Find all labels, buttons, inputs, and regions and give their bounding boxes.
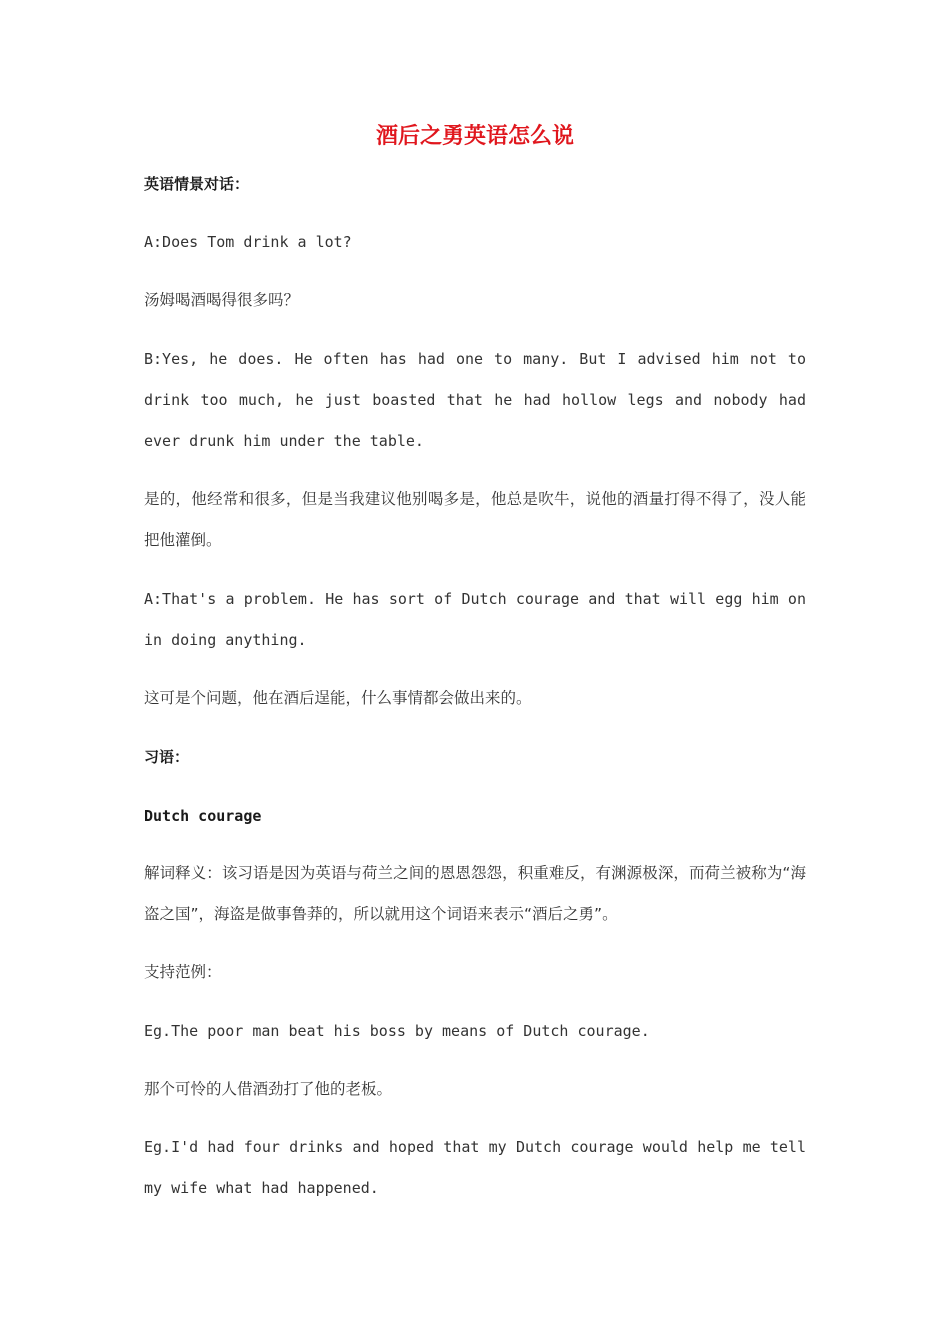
dialogue-heading: 英语情景对话： [144,175,250,193]
dialogue-line-a1-en: A:Does Tom drink a lot? [144,233,352,251]
example-1-en: Eg.The poor man beat his boss by means of Dutch courage. [144,1022,650,1040]
example-2-en: Eg.I'd had four drinks and hoped that my Dutch courage would help me tell my wife what had happened. [144,1138,806,1197]
dialogue-line-b1-zh: 是的，他经常和很多，但是当我建议他别喝多是，他总是吹牛，说他的酒量打得不得了，没人能把他灌倒。 [144,490,806,549]
dialogue-line-a1-zh: 汤姆喝酒喝得很多吗？ [144,291,300,309]
document-title: 酒后之勇英语怎么说 [375,124,574,149]
dialogue-line-a2-en: A:That's a problem. He has sort of Dutch courage and that will egg him on in doing anything. [144,590,806,649]
example-1-zh: 那个可怜的人借酒劲打了他的老板。 [144,1080,393,1098]
idiom-heading: 习语： [144,748,190,766]
idiom-term: Dutch courage [144,807,262,825]
examples-heading: 支持范例： [144,963,222,981]
idiom-explanation: 解词释义：该习语是因为英语与荷兰之间的恩恩怨怨，积重难反，有渊源极深，而荷兰被称为“海盗之国”，海盗是做事鲁莽的，所以就用这个词语来表示“酒后之勇”。 [144,864,806,923]
dialogue-line-a2-zh: 这可是个问题，他在酒后逞能，什么事情都会做出来的。 [144,689,532,707]
dialogue-line-b1-en: B:Yes, he does. He often has had one to many. But I advised him not to drink too much, he just boasted that he had hollow legs and nobody had ever drunk him under the table. [144,350,806,450]
